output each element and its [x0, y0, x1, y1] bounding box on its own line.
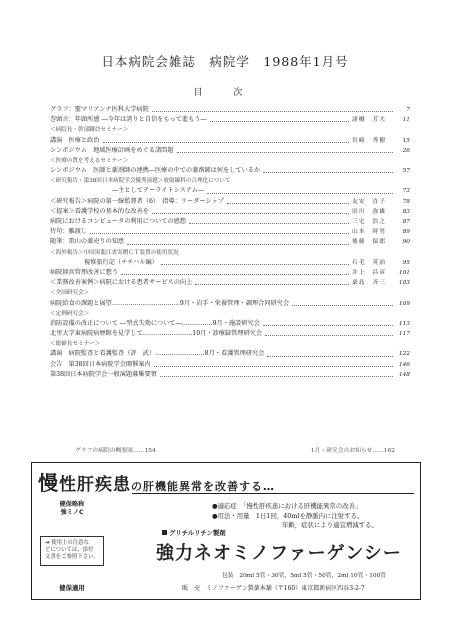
toc-entry	[50, 268, 410, 278]
toc-entry-title: 消防設備の改正について ―型式失効について―……………9月・施設研究会	[50, 319, 260, 327]
toc-dot-leader	[210, 121, 349, 122]
toc-dot-leader	[161, 264, 349, 265]
toc-entry-page: 103	[398, 280, 410, 287]
toc-entry-page: 15	[402, 137, 410, 144]
toc-entry-title: グラフ：聖マリアンナ医科大学病院	[50, 105, 149, 113]
ad-insurance-abbrev: 健保略称 強ミノC	[59, 501, 85, 516]
toc-dot-leader	[121, 274, 349, 275]
ad-headline-mid: 性肝疾患	[59, 475, 131, 495]
toc-dot-leader	[177, 152, 393, 153]
toc-entry	[50, 227, 410, 237]
toc-heading: 目 次	[193, 88, 257, 98]
toc-entry	[50, 207, 410, 217]
toc-entry-page: 11	[402, 117, 410, 124]
toc-entry-title: ＜研究報告＞病院の第一線監督者（6） 指導：リーダーシップ	[50, 197, 224, 205]
toc-dot-leader	[263, 325, 393, 326]
toc-entry	[50, 299, 410, 309]
ad-rule	[132, 493, 414, 494]
toc-entry	[50, 258, 410, 268]
toc-entry-page: 148	[398, 371, 410, 378]
toc-entry-title: ―主としてテーライトシステム―	[112, 187, 205, 195]
ad-brand-label-text: グリチルリチン製剤	[169, 529, 226, 537]
toc-entry	[50, 187, 410, 197]
toc-entry-title: 講演 医療と政治	[50, 136, 100, 144]
toc-dot-leader	[227, 203, 349, 204]
toc-dot-leader	[127, 244, 349, 245]
toc-entry-title: ＜定例研究会＞	[50, 310, 90, 317]
table-of-contents	[50, 105, 410, 380]
toc-entry-page: 90	[402, 239, 410, 246]
toc-entry	[50, 197, 410, 207]
toc-entry-author: 山本 時男	[352, 229, 386, 236]
toc-entry-title: 病院におけるコンピュータの利用についての感想	[50, 218, 186, 226]
toc-entry-author: 友安 直子	[352, 198, 386, 205]
toc-entry-author: 田川 弥雄	[352, 208, 386, 215]
toc-entry-page: 26	[402, 147, 410, 154]
toc-dot-leader	[152, 213, 349, 214]
toc-entry-title: 会告 第38回日本病院学会開催案内	[50, 360, 151, 368]
toc-entry-title: シンポジウム 医師と薬剤師の連携―医療の中での薬剤師は何をしているか	[50, 167, 261, 175]
toc-entry	[50, 339, 410, 349]
toc-footer	[75, 445, 395, 454]
toc-dot-leader	[292, 305, 393, 306]
toc-entry	[50, 278, 410, 288]
toc-entry	[50, 309, 410, 319]
toc-entry	[50, 146, 410, 156]
toc-entry-author: 井上 昌彦	[352, 269, 386, 276]
toc-entry-page: 7	[406, 106, 410, 113]
toc-entry-page: 122	[398, 351, 410, 358]
toc-entry-title: 第38回日本病院学会一般演題募集要領	[50, 370, 157, 378]
toc-entry-title: ＜医療の質を考えるセミナー＞	[50, 157, 129, 164]
toc-entry-author: 宮崎 秀樹	[352, 137, 386, 144]
toc-entry	[50, 217, 410, 227]
toc-entry	[50, 125, 410, 135]
toc-entry-title: 視察旅行記（チチハル編）	[84, 258, 158, 266]
toc-dot-leader	[195, 284, 349, 285]
toc-entry	[50, 237, 410, 247]
toc-entry-page: 101	[398, 269, 410, 276]
toc-entry	[50, 156, 410, 166]
toc-entry-title: ＜病院長・幹部職員セミナー＞	[50, 127, 129, 134]
toc-entry-author: 石毛 英治	[352, 259, 386, 266]
ad-brand-name: 強力ネオミノファーゲンシー	[156, 543, 402, 564]
ad-brand-label	[162, 528, 226, 537]
toc-entry-page: 109	[398, 300, 410, 307]
toc-entry-title: ＜海外報告＞中国黒龍江省寄贈ＣＴ装置の使用状況	[50, 249, 179, 256]
toc-entry	[50, 105, 410, 115]
ad-indication: ●適応症 「慢性肝疾患における肝機能異常の改善」	[212, 502, 362, 510]
toc-entry-title: 巻頭言：年頭所感 ―今年は誇りと自信をもって進もう―	[50, 116, 207, 124]
toc-entry	[50, 248, 410, 258]
ad-packaging: 包装 20ml 5管・30管，5ml 5管・50管，2ml 10管・100管	[222, 573, 387, 579]
toc-entry-page: 89	[402, 229, 410, 236]
ad-maker: 販 売 ミノファーゲン製薬本舗（〒160）東京都新宿区四谷3-2-7	[182, 585, 365, 592]
toc-entry	[50, 115, 410, 125]
toc-entry-page: 146	[398, 361, 410, 368]
toc-dot-leader	[103, 142, 350, 143]
ad-headline-big: 慢	[38, 471, 59, 495]
toc-entry-title: 随筆：雷山の薬売りの知恵	[50, 238, 125, 246]
ad-caution-box: ➜ 使用上の注意な どについては，添付 文書をご参照下さい。	[40, 536, 104, 566]
toc-entry-title: ＜研究報告・第38回日本病院学会優秀演題＞放射線科の合理化について	[50, 178, 231, 185]
square-bullet-icon	[162, 530, 167, 535]
toc-entry	[50, 370, 410, 380]
advertisement	[31, 462, 421, 600]
toc-entry-page: 87	[402, 219, 410, 226]
toc-entry	[50, 350, 410, 360]
toc-entry-title: ＜業務改善案例＞病院における患者サービスの向上	[50, 279, 193, 287]
toc-entry-title: シンポジウム 地域医療計画をめぐる諸問題	[50, 146, 174, 154]
toc-entry-author: 桑島 斉三	[352, 280, 386, 287]
toc-entry	[50, 166, 410, 176]
journal-title: 日本病院会雑誌 病院学 1988年1月号	[101, 54, 349, 69]
toc-entry-page: 95	[402, 259, 410, 266]
toc-entry-title: 侍句：雁渡し	[50, 228, 88, 236]
toc-dot-leader	[267, 356, 393, 357]
toc-entry-page: 73	[402, 188, 410, 195]
toc-entry-title: ＜総婦長セミナー＞	[50, 341, 101, 348]
toc-entry-page: 57	[402, 168, 410, 175]
toc-entry-author: 後藤 保郎	[352, 239, 386, 246]
toc-entry-page: 113	[398, 320, 410, 327]
toc-entry-title: ＜提案＞看護学校の基本的な改善を	[50, 207, 149, 215]
ad-headline	[38, 467, 275, 496]
toc-dot-leader	[207, 193, 393, 194]
toc-entry	[50, 176, 410, 186]
toc-entry-author: 三宅 浩之	[352, 219, 386, 226]
toc-entry-author: 諸橋 芳夫	[352, 117, 386, 124]
toc-dot-leader	[90, 233, 349, 234]
ad-insurance-label: 健保適用	[59, 584, 85, 592]
toc-footer-right: 1月・研究会のお知らせ……162	[310, 448, 395, 454]
ad-headline-tail: の肝機能異常を改善する…	[131, 480, 275, 493]
ad-usage: ●用法・用量 1日1回，40mlを静脈内に注射する。	[212, 512, 364, 520]
toc-entry-title: 病院経営管理改善に想う	[50, 268, 119, 276]
toc-dot-leader	[189, 223, 349, 224]
toc-entry-title: 病院給食の課題と展望……………………………9月・岩手・栄養管理・調理合同研究会	[50, 299, 290, 307]
toc-entry-page: 83	[402, 208, 410, 215]
toc-entry-page: 117	[398, 331, 410, 338]
toc-footer-left: グラフの病院の概要図……154	[75, 448, 156, 454]
toc-entry	[50, 329, 410, 339]
toc-dot-leader	[265, 335, 393, 336]
ad-usage-note: 年齢，症状により適宜増減する。	[282, 521, 378, 529]
toc-entry-title: 講演 病院監査と看護監査（評 武）……………………8月・看護管理研究会	[50, 350, 265, 358]
toc-entry	[50, 288, 410, 298]
toc-dot-leader	[160, 376, 393, 377]
toc-entry-page: 78	[402, 198, 410, 205]
toc-entry-title: 北里大学東病院病歴館を見学して……………………10月・診療録管理研究会	[50, 330, 263, 338]
toc-entry	[50, 136, 410, 146]
toc-entry	[50, 360, 410, 370]
toc-entry-title: ＜全国研究会＞	[50, 290, 90, 297]
toc-dot-leader	[152, 111, 393, 112]
toc-entry	[50, 319, 410, 329]
toc-dot-leader	[263, 172, 393, 173]
toc-dot-leader	[154, 366, 393, 367]
